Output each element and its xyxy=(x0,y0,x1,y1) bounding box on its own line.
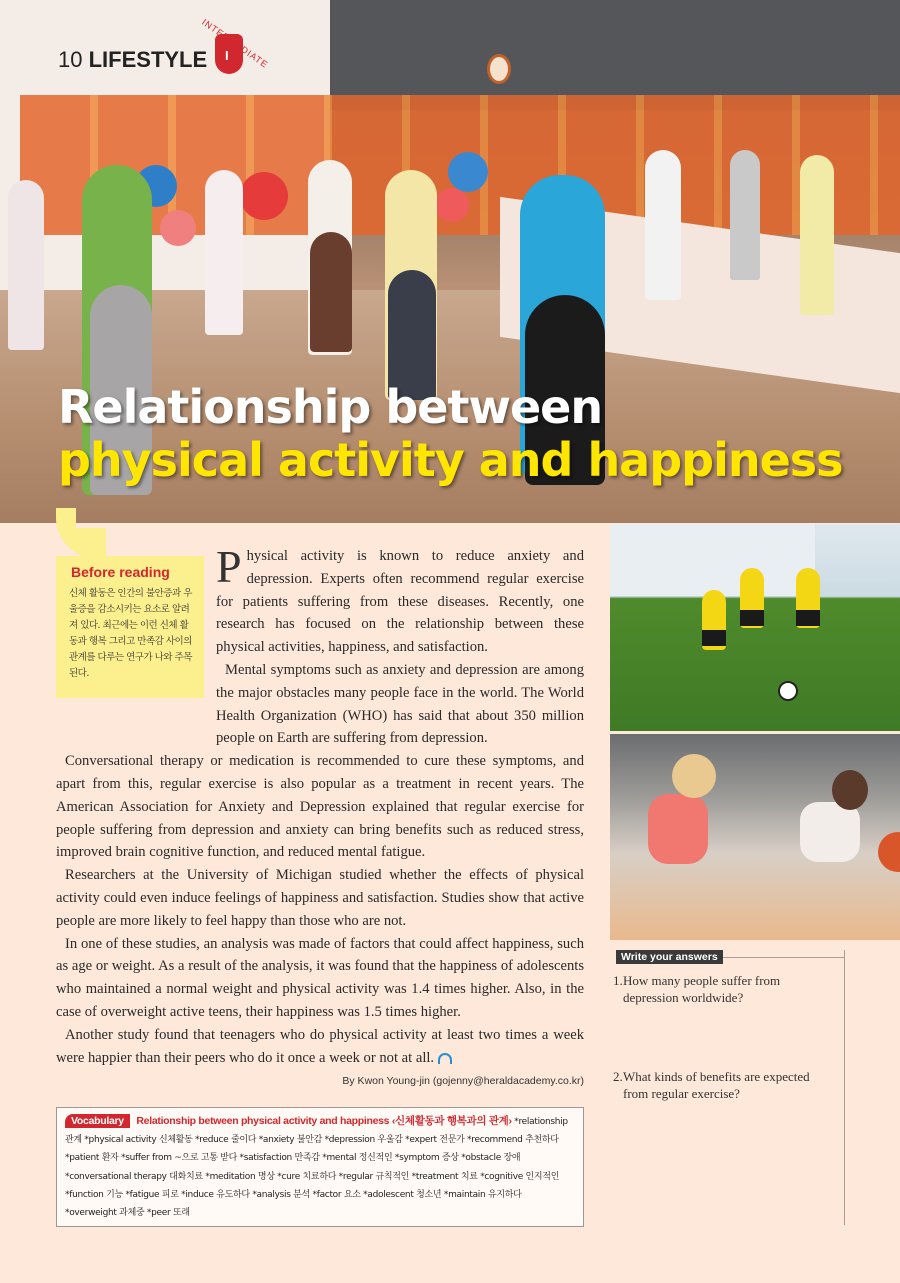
paragraph-3: Conversational therapy or medication is recommended to cure these symptoms, and apart from this, regular exercise is also popular as a treatment in recent years. The American Association for Anxiety and Depression explained that regular exercise for people suffering from depression and anxiety can bring benefits such as reduced stress, improved brain cognitive function, and reduced mental fatigue. xyxy=(56,753,584,861)
question-1-text: How many people suffer from depression worldwide? xyxy=(623,973,781,1005)
gym-photo xyxy=(610,734,900,940)
woman-figure xyxy=(648,794,708,864)
section-name: LIFESTYLE xyxy=(88,47,208,72)
dropcap: P xyxy=(216,541,242,592)
exercise-ball xyxy=(448,152,488,192)
paragraph-1: hysical activity is known to reduce anxiety and depression. Experts often recommend regular exercise for patients suffering from these diseases. Recently, one research has focused on the relationship between these physical activities, happiness, and satisfaction. xyxy=(216,548,584,656)
wall-clock xyxy=(487,54,511,84)
vocabulary-box xyxy=(56,1107,584,1227)
exercise-ball xyxy=(240,172,288,220)
exercise-ball xyxy=(878,832,900,872)
exercise-ball xyxy=(435,188,469,222)
exercise-ball xyxy=(160,210,196,246)
dancer-figure xyxy=(205,170,243,335)
level-hand-icon xyxy=(215,34,243,74)
woman-figure xyxy=(800,802,860,862)
byline: By Kwon Young-jin (gojenny@heraldacademy.co.kr) xyxy=(342,1075,584,1087)
article-body xyxy=(56,541,584,1069)
before-reading-heading: Before reading xyxy=(71,564,170,580)
headphones-icon[interactable] xyxy=(438,1053,452,1064)
vocabulary-tag: Vocabulary xyxy=(65,1114,130,1128)
title-line-1: Relationship between xyxy=(58,380,603,434)
dancer-figure xyxy=(730,150,760,280)
girl-shorts xyxy=(740,610,764,626)
vocabulary-heading: Relationship between physical activity and happiness ‹신체활동과 행복과의 관계› xyxy=(136,1115,512,1127)
section-number: 10 xyxy=(58,47,83,72)
question-2-text: What kinds of benefits are expected from regular exercise? xyxy=(623,1069,810,1101)
dancer-figure xyxy=(310,232,352,352)
paragraph-5: In one of these studies, an analysis was made of factors that could affect happiness, such as age or weight. As a result of the analysis, it was found that the happiness of adolescents who maintained a normal weight and physical activity was 1.4 times higher. Also, in the case of overweight active teens, their happiness was 1.5 times higher. xyxy=(56,935,584,1020)
float-spacer xyxy=(56,545,216,729)
section-label xyxy=(58,47,207,73)
building-wall xyxy=(610,524,815,596)
vocabulary-list: *relationship 관계 *physical activity 신체활동 *reduce 줄이다 *anxiety 불안감 *depression 우울감 *expert 전문가 *recommend 추천하다 *patient 환자 *suffer from ~으로 고통 받다 *satisfaction 만족감 *mental 정신적인 *symptom 증상 *obstacle 장애 *conversational therapy 대화치료 *meditation 명상 *cure 치료하다 *regular 규칙적인 *treatment 치료 *cognitive 인지적인 *function 기능 *fatigue 피로 *induce 유도하다 *analysis 분석 *factor 요소 *adolescent 청소년 *maintain 유지하다 *overweight 과체중 *peer 또래 xyxy=(65,1117,568,1219)
title-line-2: physical activity and happiness xyxy=(58,433,843,487)
soccer-ball-icon xyxy=(778,681,798,701)
answers-tag: Write your answers xyxy=(616,950,723,964)
answers-divider xyxy=(710,957,845,958)
question-1 xyxy=(613,972,833,1006)
question-2 xyxy=(613,1068,833,1102)
studio-wall-dark xyxy=(330,0,900,110)
girl-shorts xyxy=(796,610,820,626)
woman-figure xyxy=(672,754,716,798)
before-reading-text: 신체 활동은 인간의 불안증과 우울증을 감소시키는 요소로 알려져 있다. 최근에는 이런 신체 활동과 행복 그리고 만족감 사이의 관계를 다루는 연구가 나와 주목된다. xyxy=(69,588,192,679)
dancer-figure xyxy=(645,150,681,300)
paragraph-4: Researchers at the University of Michigan studied whether the effects of physical activity could even induce feelings of happiness and satisfaction. Studies show that active people are more likely to feel happy than those who are not. xyxy=(56,867,584,929)
dancer-figure xyxy=(8,180,44,350)
girl-shorts xyxy=(702,630,726,646)
paragraph-6-text: Another study found that teenagers who do physical activity at least two times a week were happier than their peers who do it once a week or not at all. xyxy=(56,1026,584,1066)
dancer-figure xyxy=(800,155,834,315)
soccer-photo xyxy=(610,524,900,731)
question-1-number: 1. xyxy=(613,973,623,988)
paragraph-6 xyxy=(56,1024,584,1070)
woman-figure xyxy=(832,770,868,810)
paragraph-2: Mental symptoms such as anxiety and depression are among the major obstacles many people face in the world. The World Health Organization (WHO) has said that about 350 million people on Earth are suffering from depression. xyxy=(216,661,584,747)
question-2-number: 2. xyxy=(613,1069,623,1084)
